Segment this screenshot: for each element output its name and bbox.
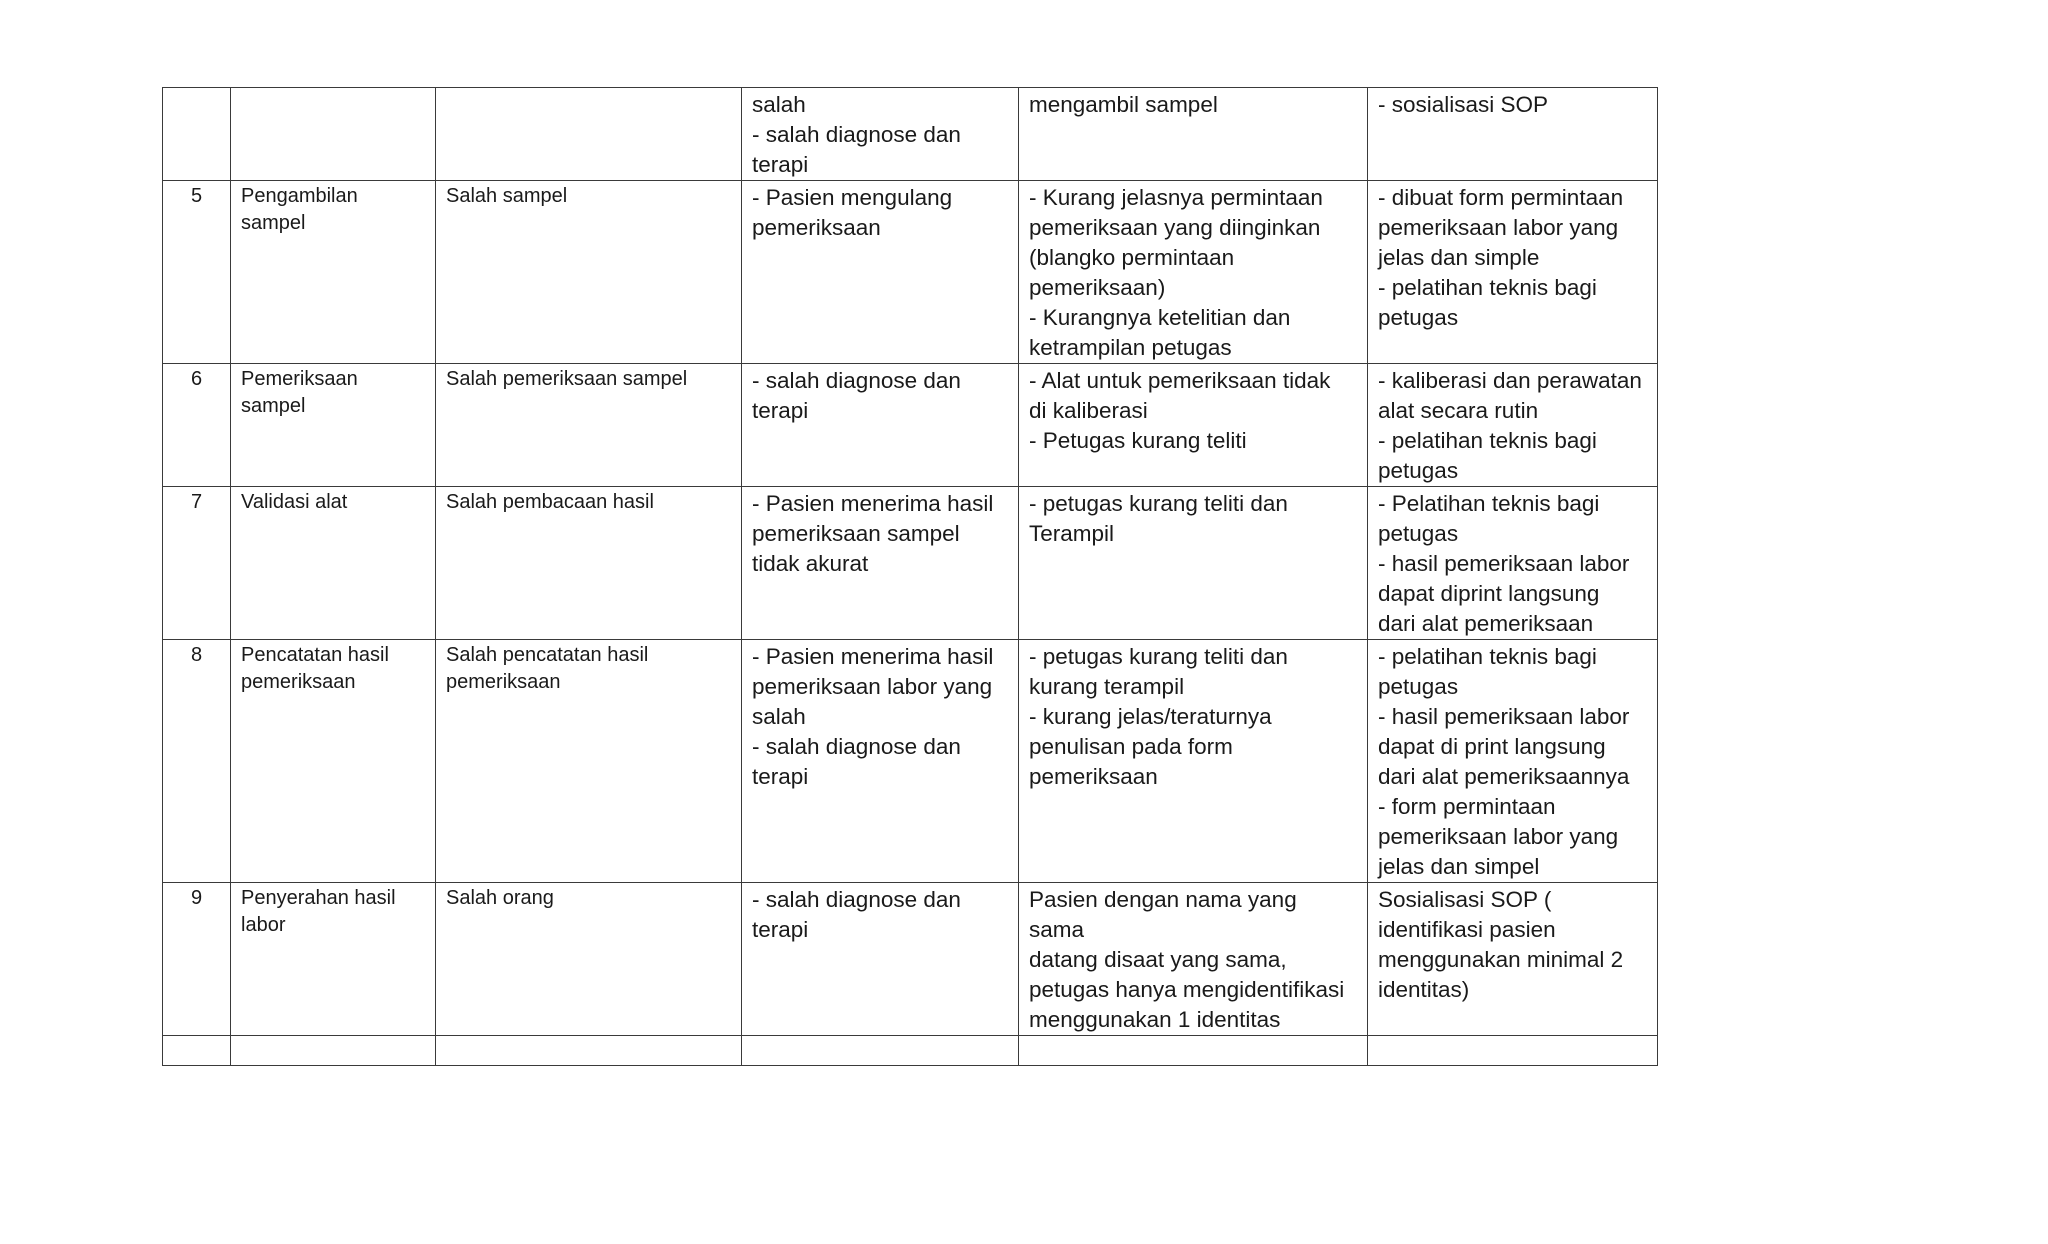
cell-no: [163, 1036, 231, 1066]
cell-failure-mode: Salah orang: [436, 883, 742, 1036]
cell-effect: - Pasien mengulang pemeriksaan: [742, 181, 1019, 364]
cell-effect: salah - salah diagnose dan terapi: [742, 88, 1019, 181]
cell-failure-mode: Salah pemeriksaan sampel: [436, 364, 742, 487]
cell-no: 6: [163, 364, 231, 487]
cell-failure-mode: Salah sampel: [436, 181, 742, 364]
cell-cause: - Alat untuk pemeriksaan tidak di kaliberasi - Petugas kurang teliti: [1019, 364, 1368, 487]
cell-process: Pemeriksaan sampel: [231, 364, 436, 487]
cell-process: Validasi alat: [231, 487, 436, 640]
cell-failure-mode: Salah pencatatan hasil pemeriksaan: [436, 640, 742, 883]
cell-no: 5: [163, 181, 231, 364]
risk-analysis-table: [162, 87, 1658, 1066]
cell-failure-mode: [436, 88, 742, 181]
cell-cause: Pasien dengan nama yang sama datang disaat yang sama, petugas hanya mengidentifikasi menggunakan 1 identitas: [1019, 883, 1368, 1036]
cell-effect: - Pasien menerima hasil pemeriksaan sampel tidak akurat: [742, 487, 1019, 640]
table-row: [163, 640, 1658, 883]
cell-recommendation: - Pelatihan teknis bagi petugas - hasil pemeriksaan labor dapat diprint langsung dari alat pemeriksaan: [1368, 487, 1658, 640]
table-row-empty: [163, 1036, 1658, 1066]
table-row: [163, 364, 1658, 487]
cell-recommendation: - pelatihan teknis bagi petugas - hasil pemeriksaan labor dapat di print langsung dari alat pemeriksaannya - form permintaan pemeriksaan labor yang jelas dan simpel: [1368, 640, 1658, 883]
cell-cause: - petugas kurang teliti dan kurang terampil - kurang jelas/teraturnya penulisan pada form pemeriksaan: [1019, 640, 1368, 883]
cell-process: Pengambilan sampel: [231, 181, 436, 364]
table-row: [163, 181, 1658, 364]
cell-recommendation: - sosialisasi SOP: [1368, 88, 1658, 181]
cell-failure-mode: [436, 1036, 742, 1066]
cell-cause: - petugas kurang teliti dan Terampil: [1019, 487, 1368, 640]
cell-no: 8: [163, 640, 231, 883]
cell-recommendation: - dibuat form permintaan pemeriksaan labor yang jelas dan simple - pelatihan teknis bagi petugas: [1368, 181, 1658, 364]
cell-process: Penyerahan hasil labor: [231, 883, 436, 1036]
cell-cause: [1019, 1036, 1368, 1066]
cell-no: 7: [163, 487, 231, 640]
cell-process: [231, 88, 436, 181]
cell-cause: - Kurang jelasnya permintaan pemeriksaan yang diinginkan (blangko permintaan pemeriksaan) - Kurangnya ketelitian dan ketrampilan petugas: [1019, 181, 1368, 364]
cell-recommendation: [1368, 1036, 1658, 1066]
table-row: [163, 883, 1658, 1036]
cell-process: [231, 1036, 436, 1066]
cell-failure-mode: Salah pembacaan hasil: [436, 487, 742, 640]
cell-no: 9: [163, 883, 231, 1036]
cell-recommendation: Sosialisasi SOP ( identifikasi pasien menggunakan minimal 2 identitas): [1368, 883, 1658, 1036]
cell-process: Pencatatan hasil pemeriksaan: [231, 640, 436, 883]
cell-effect: [742, 1036, 1019, 1066]
cell-effect: - Pasien menerima hasil pemeriksaan labor yang salah - salah diagnose dan terapi: [742, 640, 1019, 883]
cell-recommendation: - kaliberasi dan perawatan alat secara rutin - pelatihan teknis bagi petugas: [1368, 364, 1658, 487]
table-row: [163, 487, 1658, 640]
cell-cause: mengambil sampel: [1019, 88, 1368, 181]
table-row: [163, 88, 1658, 181]
cell-effect: - salah diagnose dan terapi: [742, 364, 1019, 487]
cell-no: [163, 88, 231, 181]
cell-effect: - salah diagnose dan terapi: [742, 883, 1019, 1036]
